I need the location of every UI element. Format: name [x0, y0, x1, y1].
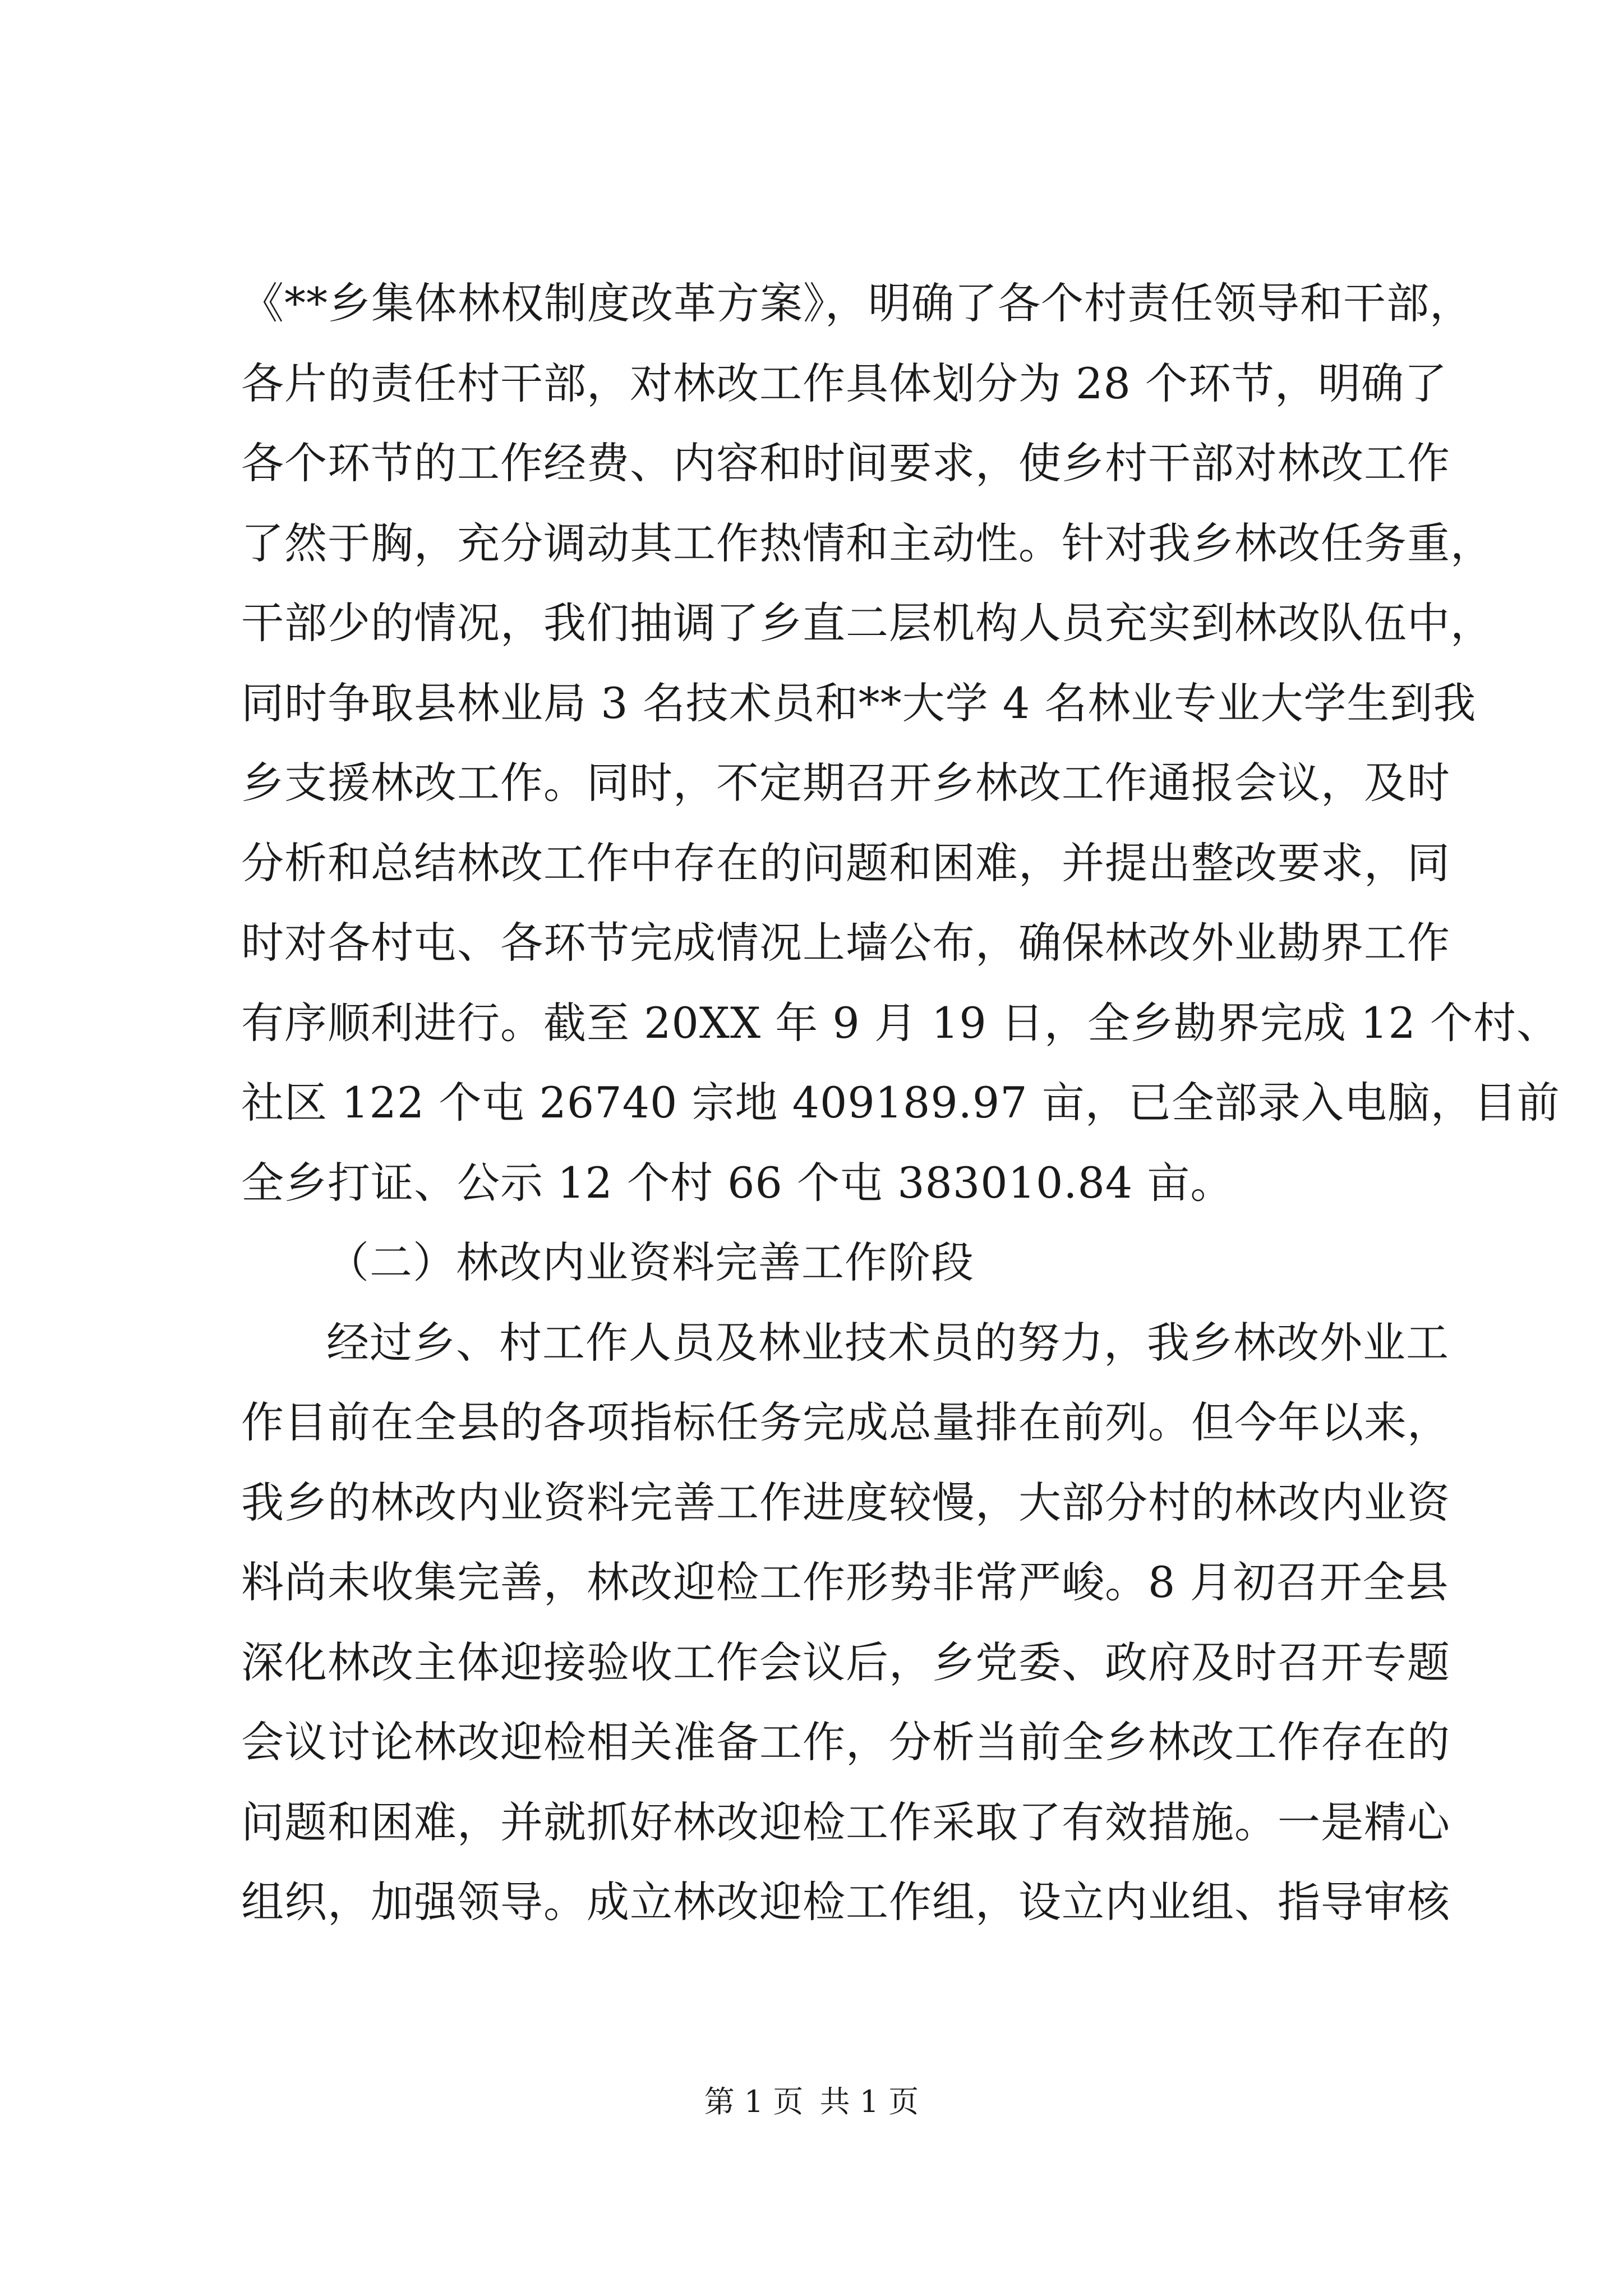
text-line: 分析和总结林改工作中存在的问题和困难，并提出整改要求，同: [241, 838, 1450, 888]
text-line: 全乡打证、公示 12 个村 66 个屯 383010.84 亩。: [241, 1157, 1234, 1208]
text-line: 《**乡集体林权制度改革方案》，明确了各个村责任领导和干部，: [241, 278, 1473, 328]
text-line: 会议讨论林改迎检相关准备工作，分析当前全乡林改工作存在的: [241, 1717, 1450, 1767]
text-line: 深化林改主体迎接验收工作会议后，乡党委、政府及时召开专题: [241, 1637, 1450, 1687]
text-line: 社区 122 个屯 26740 宗地 409189.97 亩，已全部录入电脑，目前: [241, 1078, 1560, 1128]
text-line: 时对各村屯、各环节完成情况上墙公布，确保林改外业勘界工作: [241, 918, 1450, 968]
text-line: 料尚未收集完善，林改迎检工作形势非常严峻。8 月初召开全县: [241, 1557, 1449, 1607]
text-line: 有序顺利进行。截至 20XX 年 9 月 19 日，全乡勘界完成 12 个村、: [241, 997, 1560, 1048]
text-line: 同时争取县林业局 3 名技术员和**大学 4 名林业专业大学生到我: [241, 678, 1477, 728]
text-line: 问题和困难，并就抓好林改迎检工作采取了有效措施。一是精心: [241, 1797, 1450, 1847]
text-line: 各个环节的工作经费、内容和时间要求，使乡村干部对林改工作: [241, 438, 1450, 488]
text-line: 作目前在全县的各项指标任务完成总量排在前列。但今年以来，: [241, 1397, 1450, 1447]
page-total: 共 1 页: [819, 2084, 919, 2119]
text-line: 经过乡、村工作人员及林业技术员的努力，我乡林改外业工: [326, 1317, 1449, 1368]
paragraph-2: [241, 1303, 1450, 1943]
text-line: 各片的责任村干部，对林改工作具体划分为 28 个环节，明确了: [241, 358, 1448, 408]
text-line: 乡支援林改工作。同时，不定期召开乡林改工作通报会议，及时: [241, 758, 1450, 808]
paragraph-1: [241, 264, 1560, 1223]
text-line: 干部少的情况，我们抽调了乡直二层机构人员充实到林改队伍中，: [241, 598, 1493, 648]
page-number: 第 1 页: [704, 2084, 804, 2119]
document-body: [241, 264, 1560, 1943]
text-line: 组织，加强领导。成立林改迎检工作组，设立内业组、指导审核: [241, 1877, 1450, 1927]
page-footer: [0, 2082, 1623, 2122]
text-line: 了然于胸，充分调动其工作热情和主动性。针对我乡林改任务重，: [241, 518, 1493, 568]
text-line: 我乡的林改内业资料完善工作进度较慢，大部分村的林改内业资: [241, 1477, 1450, 1527]
section-heading: （二）林改内业资料完善工作阶段: [326, 1237, 974, 1287]
